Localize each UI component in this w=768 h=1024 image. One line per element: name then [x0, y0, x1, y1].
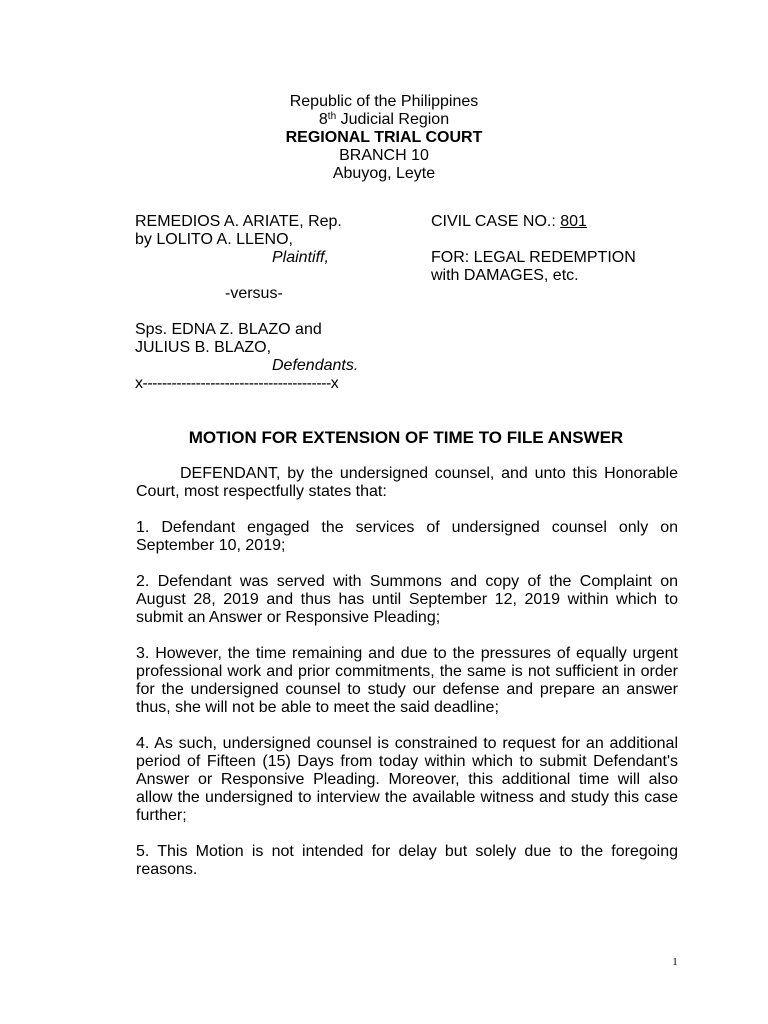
paragraph-1: 1. Defendant engaged the services of undersigned counsel only on September 10, 2019; — [136, 519, 678, 554]
spacer — [135, 303, 405, 321]
plaintiff-name-line-1: REMEDIOS A. ARIATE, Rep. — [135, 213, 342, 230]
branch-line: BRANCH 10 — [339, 147, 429, 164]
paragraph-2: 2. Defendant was served with Summons and copy of the Complaint on August 28, 2019 and thus has until September 12, 2019 within which to submit an Answer or Responsive Pleading; — [136, 573, 678, 626]
paragraph-3: 3. However, the time remaining and due to the pressures of equally urgent professional work and prior commitments, the same is not sufficient in order for the undersigned counsel to study our defense and prepare an answer thus, she will not be able to meet the said deadline; — [136, 645, 678, 716]
motion-title: MOTION FOR EXTENSION OF TIME TO FILE ANSWER — [188, 428, 624, 447]
court-header — [0, 93, 768, 183]
plaintiff-role: Plaintiff, — [272, 249, 329, 266]
versus-label: -versus- — [225, 285, 283, 302]
location-line: Abuyog, Leyte — [332, 165, 436, 182]
region-label: Judicial Region — [336, 111, 450, 128]
intro-paragraph: DEFENDANT, by the undersigned counsel, and unto this Honorable Court, most respectfully states that: — [136, 465, 678, 500]
spacer — [135, 267, 405, 285]
motion-body — [136, 465, 678, 897]
case-number-label: CIVIL CASE NO.: — [431, 213, 561, 230]
case-number-line — [431, 213, 731, 231]
case-nature-line-2: with DAMAGES, etc. — [431, 267, 579, 284]
republic-line: Republic of the Philippines — [289, 93, 479, 110]
spacer — [431, 231, 731, 249]
case-number-value: 801 — [560, 213, 587, 230]
paragraph-5: 5. This Motion is not intended for delay but solely due to the foregoing reasons. — [136, 843, 678, 878]
defendant-name-line-2: JULIUS B. BLAZO, — [135, 339, 272, 356]
case-details — [431, 213, 731, 285]
defendant-name-line-1: Sps. EDNA Z. BLAZO and — [135, 321, 322, 338]
region-ordinal-suffix: th — [327, 111, 337, 122]
defendant-role: Defendants. — [272, 357, 359, 374]
case-parties — [135, 213, 405, 393]
caption-separator: x---------------------------------------x — [135, 375, 339, 392]
region-ordinal: 8 — [318, 111, 328, 128]
paragraph-4: 4. As such, undersigned counsel is constrained to request for an additional period of Fifteen (15) Days from today within which to submit Defendant's Answer or Responsive Pleading. Moreover, this additional time will also allow the undersigned to interview the available witness and study this case further; — [136, 735, 678, 824]
page-number: 1 — [672, 956, 678, 968]
case-nature-line-1: FOR: LEGAL REDEMPTION — [431, 249, 636, 266]
judicial-region-line — [0, 111, 768, 129]
plaintiff-name-line-2: by LOLITO A. LLENO, — [135, 231, 293, 248]
court-name: REGIONAL TRIAL COURT — [285, 129, 483, 146]
